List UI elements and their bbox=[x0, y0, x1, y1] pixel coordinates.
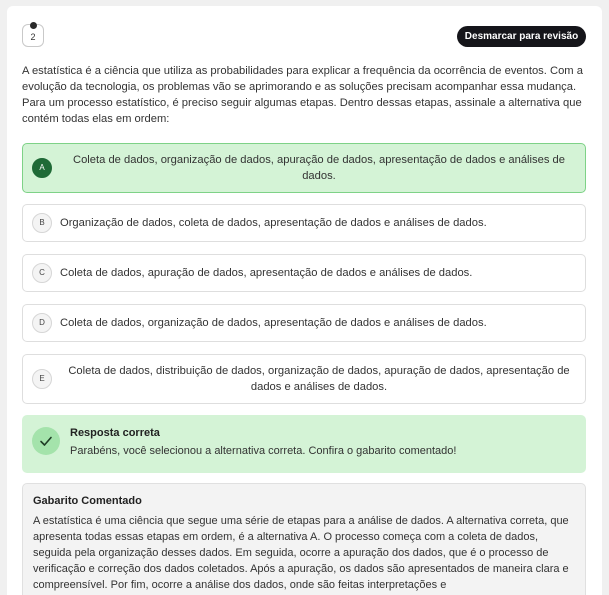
option-text: Organização de dados, coleta de dados, apresentação de dados e análises de dados. bbox=[60, 217, 487, 229]
option-letter: C bbox=[32, 263, 52, 283]
option-text: Coleta de dados, organização de dados, apuração de dados, apresentação de dados e análises de dados. bbox=[73, 154, 565, 182]
option-text: Coleta de dados, organização de dados, apresentação de dados e análises de dados. bbox=[60, 317, 487, 329]
option-text: Coleta de dados, distribuição de dados, organização de dados, apuração de dados, apresentação de dados e análises de dados. bbox=[68, 365, 570, 393]
feedback-message: Parabéns, você selecionou a alternativa correta. Confira o gabarito comentado! bbox=[70, 445, 457, 457]
option-letter: E bbox=[32, 369, 52, 389]
question-card bbox=[7, 6, 602, 595]
option-e[interactable] bbox=[22, 354, 586, 404]
commented-answer-title: Gabarito Comentado bbox=[33, 495, 142, 507]
commented-answer-box bbox=[22, 483, 586, 595]
option-d[interactable] bbox=[22, 304, 586, 342]
feedback-title: Resposta correta bbox=[70, 427, 160, 439]
option-b[interactable] bbox=[22, 204, 586, 242]
marked-dot-icon bbox=[30, 22, 37, 29]
option-text: Coleta de dados, apuração de dados, apresentação de dados e análises de dados. bbox=[60, 267, 473, 279]
answer-feedback bbox=[22, 415, 586, 473]
option-a[interactable] bbox=[22, 143, 586, 193]
question-number-badge[interactable] bbox=[22, 24, 44, 47]
option-c[interactable] bbox=[22, 254, 586, 292]
question-number: 2 bbox=[30, 32, 36, 42]
unmark-review-button[interactable]: Desmarcar para revisão bbox=[457, 26, 586, 47]
option-letter: B bbox=[32, 213, 52, 233]
question-text: A estatística é a ciência que utiliza as probabilidades para explicar a frequência da ocorrência de eventos. Com a evolução da tecnologia, os problemas vão se aprimorando e as soluções precisam acompanhar essa mudança. Para um processo estatístico, é preciso seguir algumas etapas. Dentro dessas etapas, assinale a alternativa que contém todas elas em ordem: bbox=[22, 65, 583, 125]
commented-answer-text: A estatística é uma ciência que segue uma série de etapas para a análise de dados. A alternativa correta, que apresenta todas essas etapas em ordem, é a alternativa A. O processo começa com a coleta de dados, seguida pela organização desses dados. Em seguida, ocorre a apuração dos dados, que é o processo de verificação e correção dos dados coletados. Após a apuração, os dados são apresentados de maneira clara e compreensível. Por fim, ocorre a análise dos dados, onde são feitas interpretações e bbox=[33, 515, 569, 591]
option-letter: D bbox=[32, 313, 52, 333]
option-letter: A bbox=[32, 158, 52, 178]
check-icon bbox=[32, 427, 60, 455]
